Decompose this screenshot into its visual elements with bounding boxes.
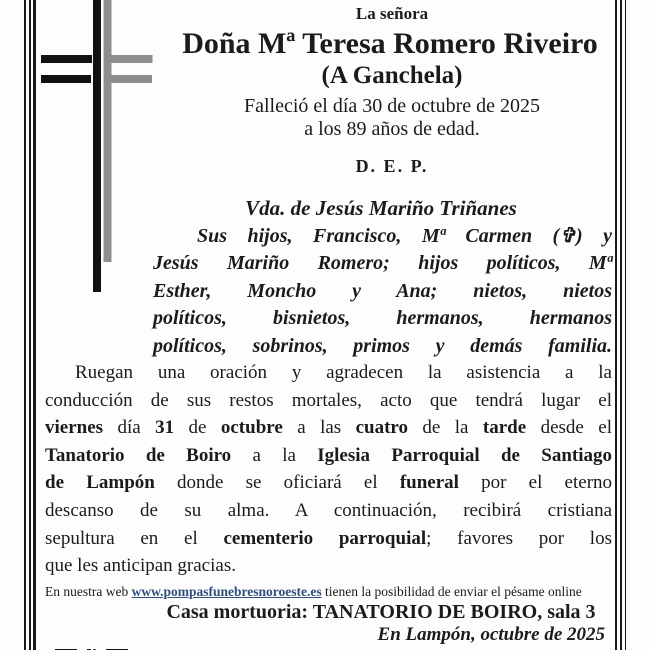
family-line: políticos, sobrinos, primos y demás familia. [153,334,612,357]
border-line-left-outer [24,0,26,650]
mortuary-line: Casa mortuoria: TANATORIO DE BOIRO, sala 3 [166,601,596,623]
death-date-line: Falleció el día 30 de octubre de 2025 [243,95,540,117]
web-line-prefix: En nuestra web [45,584,132,599]
qr-code-partial-icon [55,643,129,650]
announcement-line: de Lampón donde se oficiará el funeral por el eterno [45,472,613,494]
pre-title: La señora [355,4,429,23]
funeral-announcement [45,359,612,580]
border-line-right-inner [615,0,618,650]
deceased-alias: (A Ganchela) [321,62,463,89]
announcement-line: viernes día 31 de octubre a las cuatro de la tarde desde el [45,417,612,439]
family-line: políticos, bisnietos, hermanos, hermanos [153,307,612,330]
web-line-suffix: tienen la posibilidad de enviar el pésame online [321,584,582,599]
place-date-line: En Lampón, octubre de 2025 [377,624,605,645]
family-line: Esther, Moncho y Ana; nietos, nietos [153,279,612,302]
border-line-right-outer [625,0,627,650]
funeral-home-website-link[interactable]: www.pompasfunebresnoroeste.es [131,584,322,599]
family-line: Jesús Mariño Romero; hijos políticos, Mª [153,252,612,275]
announcement-line: Tanatorio de Boiro a la Iglesia Parroquial de Santiago [45,444,612,466]
death-age-line: a los 89 años de edad. [304,118,480,140]
family-line: Sus hijos, Francisco, Mª Carmen (✞) y [197,225,612,247]
dep-abbreviation: D. E. P. [355,156,429,176]
announcement-line: Ruegan una oración y agradecen la asistencia a la [75,362,612,383]
widow-line: Vda. de Jesús Mariño Triñanes [245,196,517,220]
announcement-line: que les anticipan gracias. [45,555,236,577]
announcement-line: descanso de su alma. A continuación, recibirá cristiana [45,499,612,521]
border-line-left-middle [29,0,31,650]
border-line-left-inner [33,0,36,650]
double-cross-icon [38,0,158,300]
deceased-name: Doña Mª Teresa Romero Riveiro [182,27,598,60]
announcement-line: sepultura en el cementerio parroquial; favores por los [45,527,612,549]
family-list [153,223,612,360]
announcement-line: conducción de sus restos mortales, acto que tendrá lugar el [45,389,612,411]
online-condolence-line [45,584,612,600]
border-line-right-middle [620,0,622,650]
